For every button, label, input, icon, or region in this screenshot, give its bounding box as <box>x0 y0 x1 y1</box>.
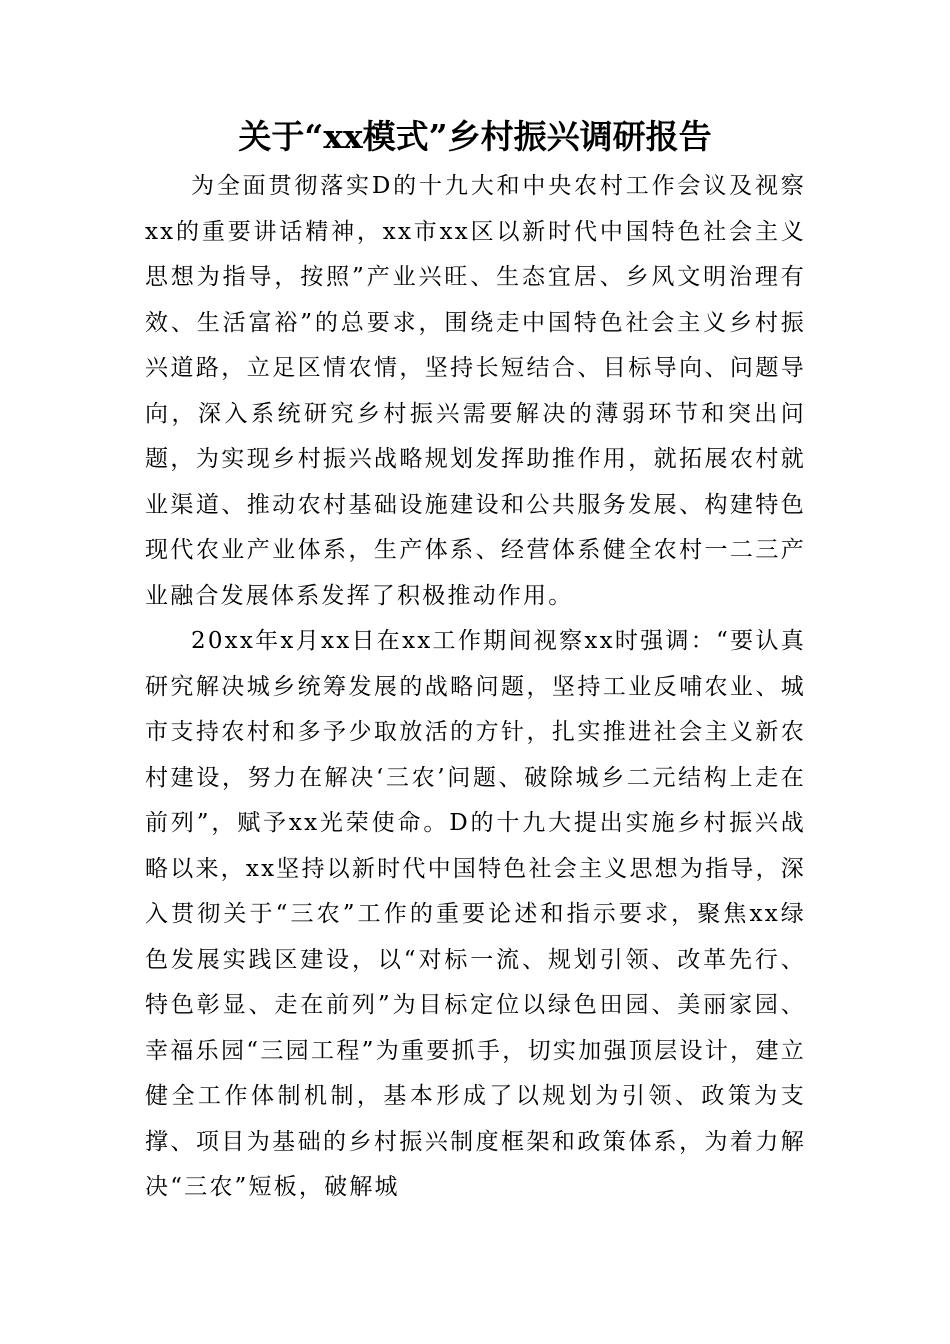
document-title: 关于“xx模式”乡村振兴调研报告 <box>238 117 712 156</box>
paragraph-intro: 为全面贯彻落实D的十九大和中央农村工作会议及视察xx的重要讲话精神，xx市xx区以新时代中国特色社会主义思想为指导，按照”产业兴旺、生态宜居、乡风文明治理有效、生活富裕”的总要求，围绕走中国特色社会主义乡村振兴道路，立足区情农情，坚持长短结合、目标导向、问题导向，深入系统研究乡村振兴需要解决的薄弱环节和突出问题，为实现乡村振兴战略规划发挥助推作用，就拓展农村就业渠道、推动农村基础设施建设和公共服务发展、构建特色现代农业产业体系，生产体系、经营体系健全农村一二三产业融合发展体系发挥了积极推动作用。 <box>145 173 806 609</box>
paragraph-inspection: 20xx年x月xx日在xx工作期间视察xx时强调：“要认真研究解决城乡统筹发展的战略问题，坚持工业反哺农业、城市支持农村和多予少取放活的方针，扎实推进社会主义新农村建设，努力在解决‘三农’问题、破除城乡二元结构上走在前列”，赋予xx光荣使命。D的十九大提出实施乡村振兴战略以来，xx坚持以新时代中国特色社会主义思想为指导，深入贯彻关于“三农”工作的重要论述和指示要求，聚焦xx绿色发展实践区建设，以“对标一流、规划引领、改革先行、特色彰显、走在前列”为目标定位以绿色田园、美丽家园、幸福乐园“三园工程”为重要抓手，切实加强顶层设计，建立健全工作体制机制，基本形成了以规划为引领、政策为支撑、项目为基础的乡村振兴制度框架和政策体系，为着力解决“三农”短板，破解城 <box>145 628 806 1200</box>
document-body <box>145 164 806 1211</box>
